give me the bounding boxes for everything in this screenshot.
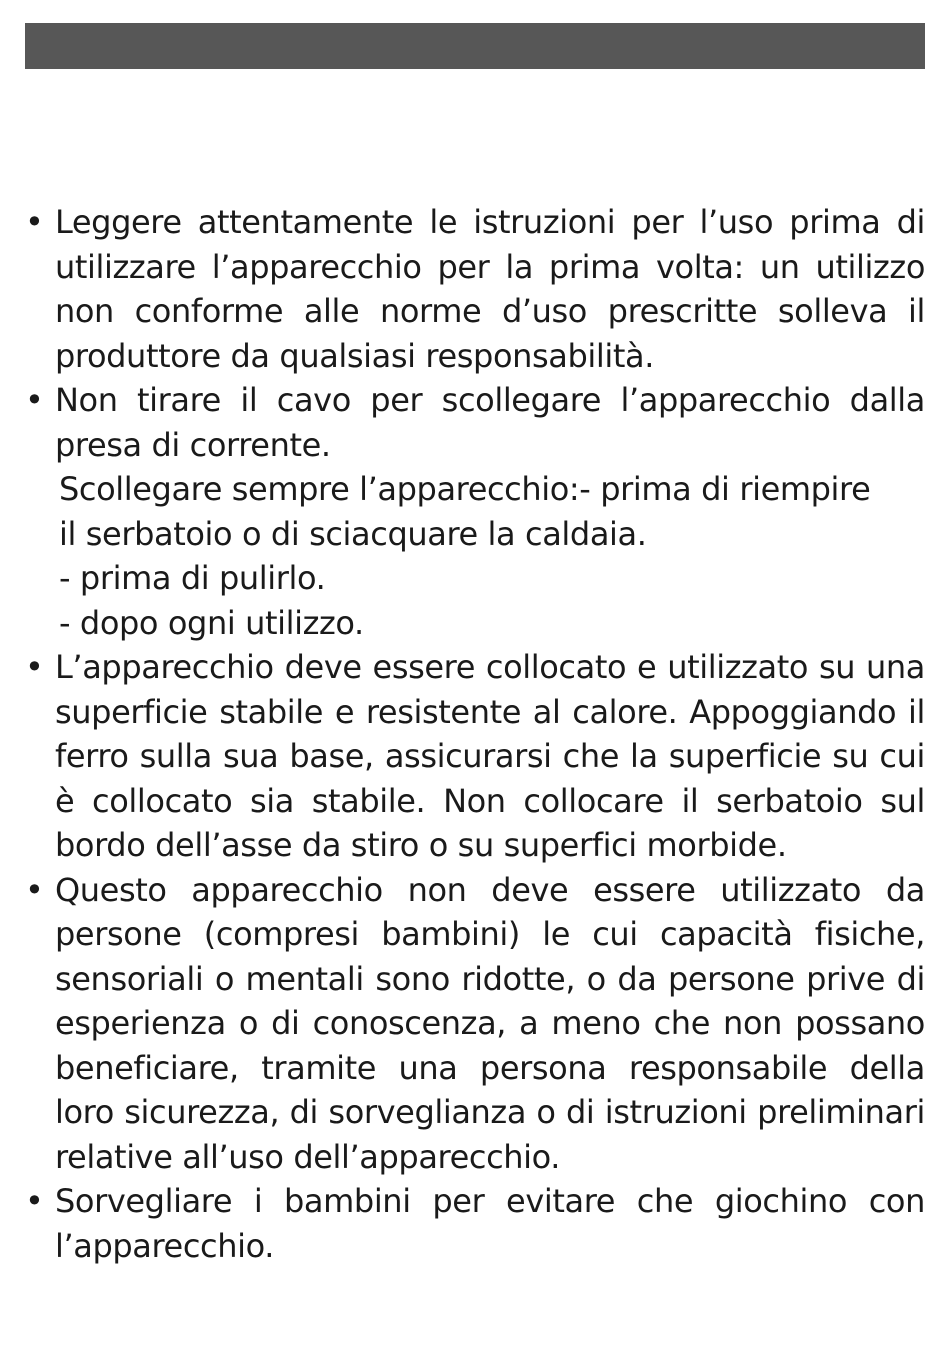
list-item	[25, 1179, 925, 1268]
list-item	[25, 868, 925, 1180]
list-item	[25, 200, 925, 378]
list-item-text: L’apparecchio deve essere collocato e utilizzato su una superficie stabile e resistente al calore. Appoggiando il ferro sulla sua base, assicurarsi che la superficie su cui è collocato sia stabile. Non collocare il serbatoio sul bordo dell’asse da stiro o su superfici morbide.	[55, 648, 925, 864]
list-item-text: Leggere attentamente le istruzioni per l’uso prima di utilizzare l’apparecchio per la prima volta: un utilizzo non conforme alle norme d’uso prescritte solleva il produttore da qualsiasi responsabilità.	[55, 203, 925, 375]
header-bar	[25, 23, 925, 69]
bullet-icon: •	[25, 648, 44, 686]
sub-line: - prima di pulirlo.	[59, 559, 326, 597]
sub-line: Scollegare sempre l’apparecchio:- prima di riempire	[59, 470, 871, 508]
list-item	[25, 378, 925, 467]
list-item-text: Questo apparecchio non deve essere utilizzato da persone (compresi bambini) le cui capacità fisiche, sensoriali o mentali sono ridotte, o da persone prive di esperienza o di conoscenza, a meno che non possano beneficiare, tramite una persona responsabile della loro sicurezza, di sorveglianza o di istruzioni preliminari relative all’uso dell’apparecchio.	[55, 870, 925, 1176]
bullet-icon: •	[25, 1182, 44, 1220]
bullet-icon: •	[25, 870, 44, 909]
list-item	[25, 645, 925, 868]
bullet-icon: •	[25, 381, 44, 419]
list-item-text: Sorvegliare i bambini per evitare che giochino con l’apparecchio.	[55, 1182, 925, 1265]
list-item-text: Non tirare il cavo per scollegare l’apparecchio dalla presa di corrente.	[55, 381, 925, 464]
sub-line: - dopo ogni utilizzo.	[59, 603, 364, 642]
bullet-icon: •	[25, 203, 44, 241]
sub-line: il serbatoio o di sciacquare la caldaia.	[59, 514, 647, 553]
safety-instructions	[25, 200, 925, 1268]
